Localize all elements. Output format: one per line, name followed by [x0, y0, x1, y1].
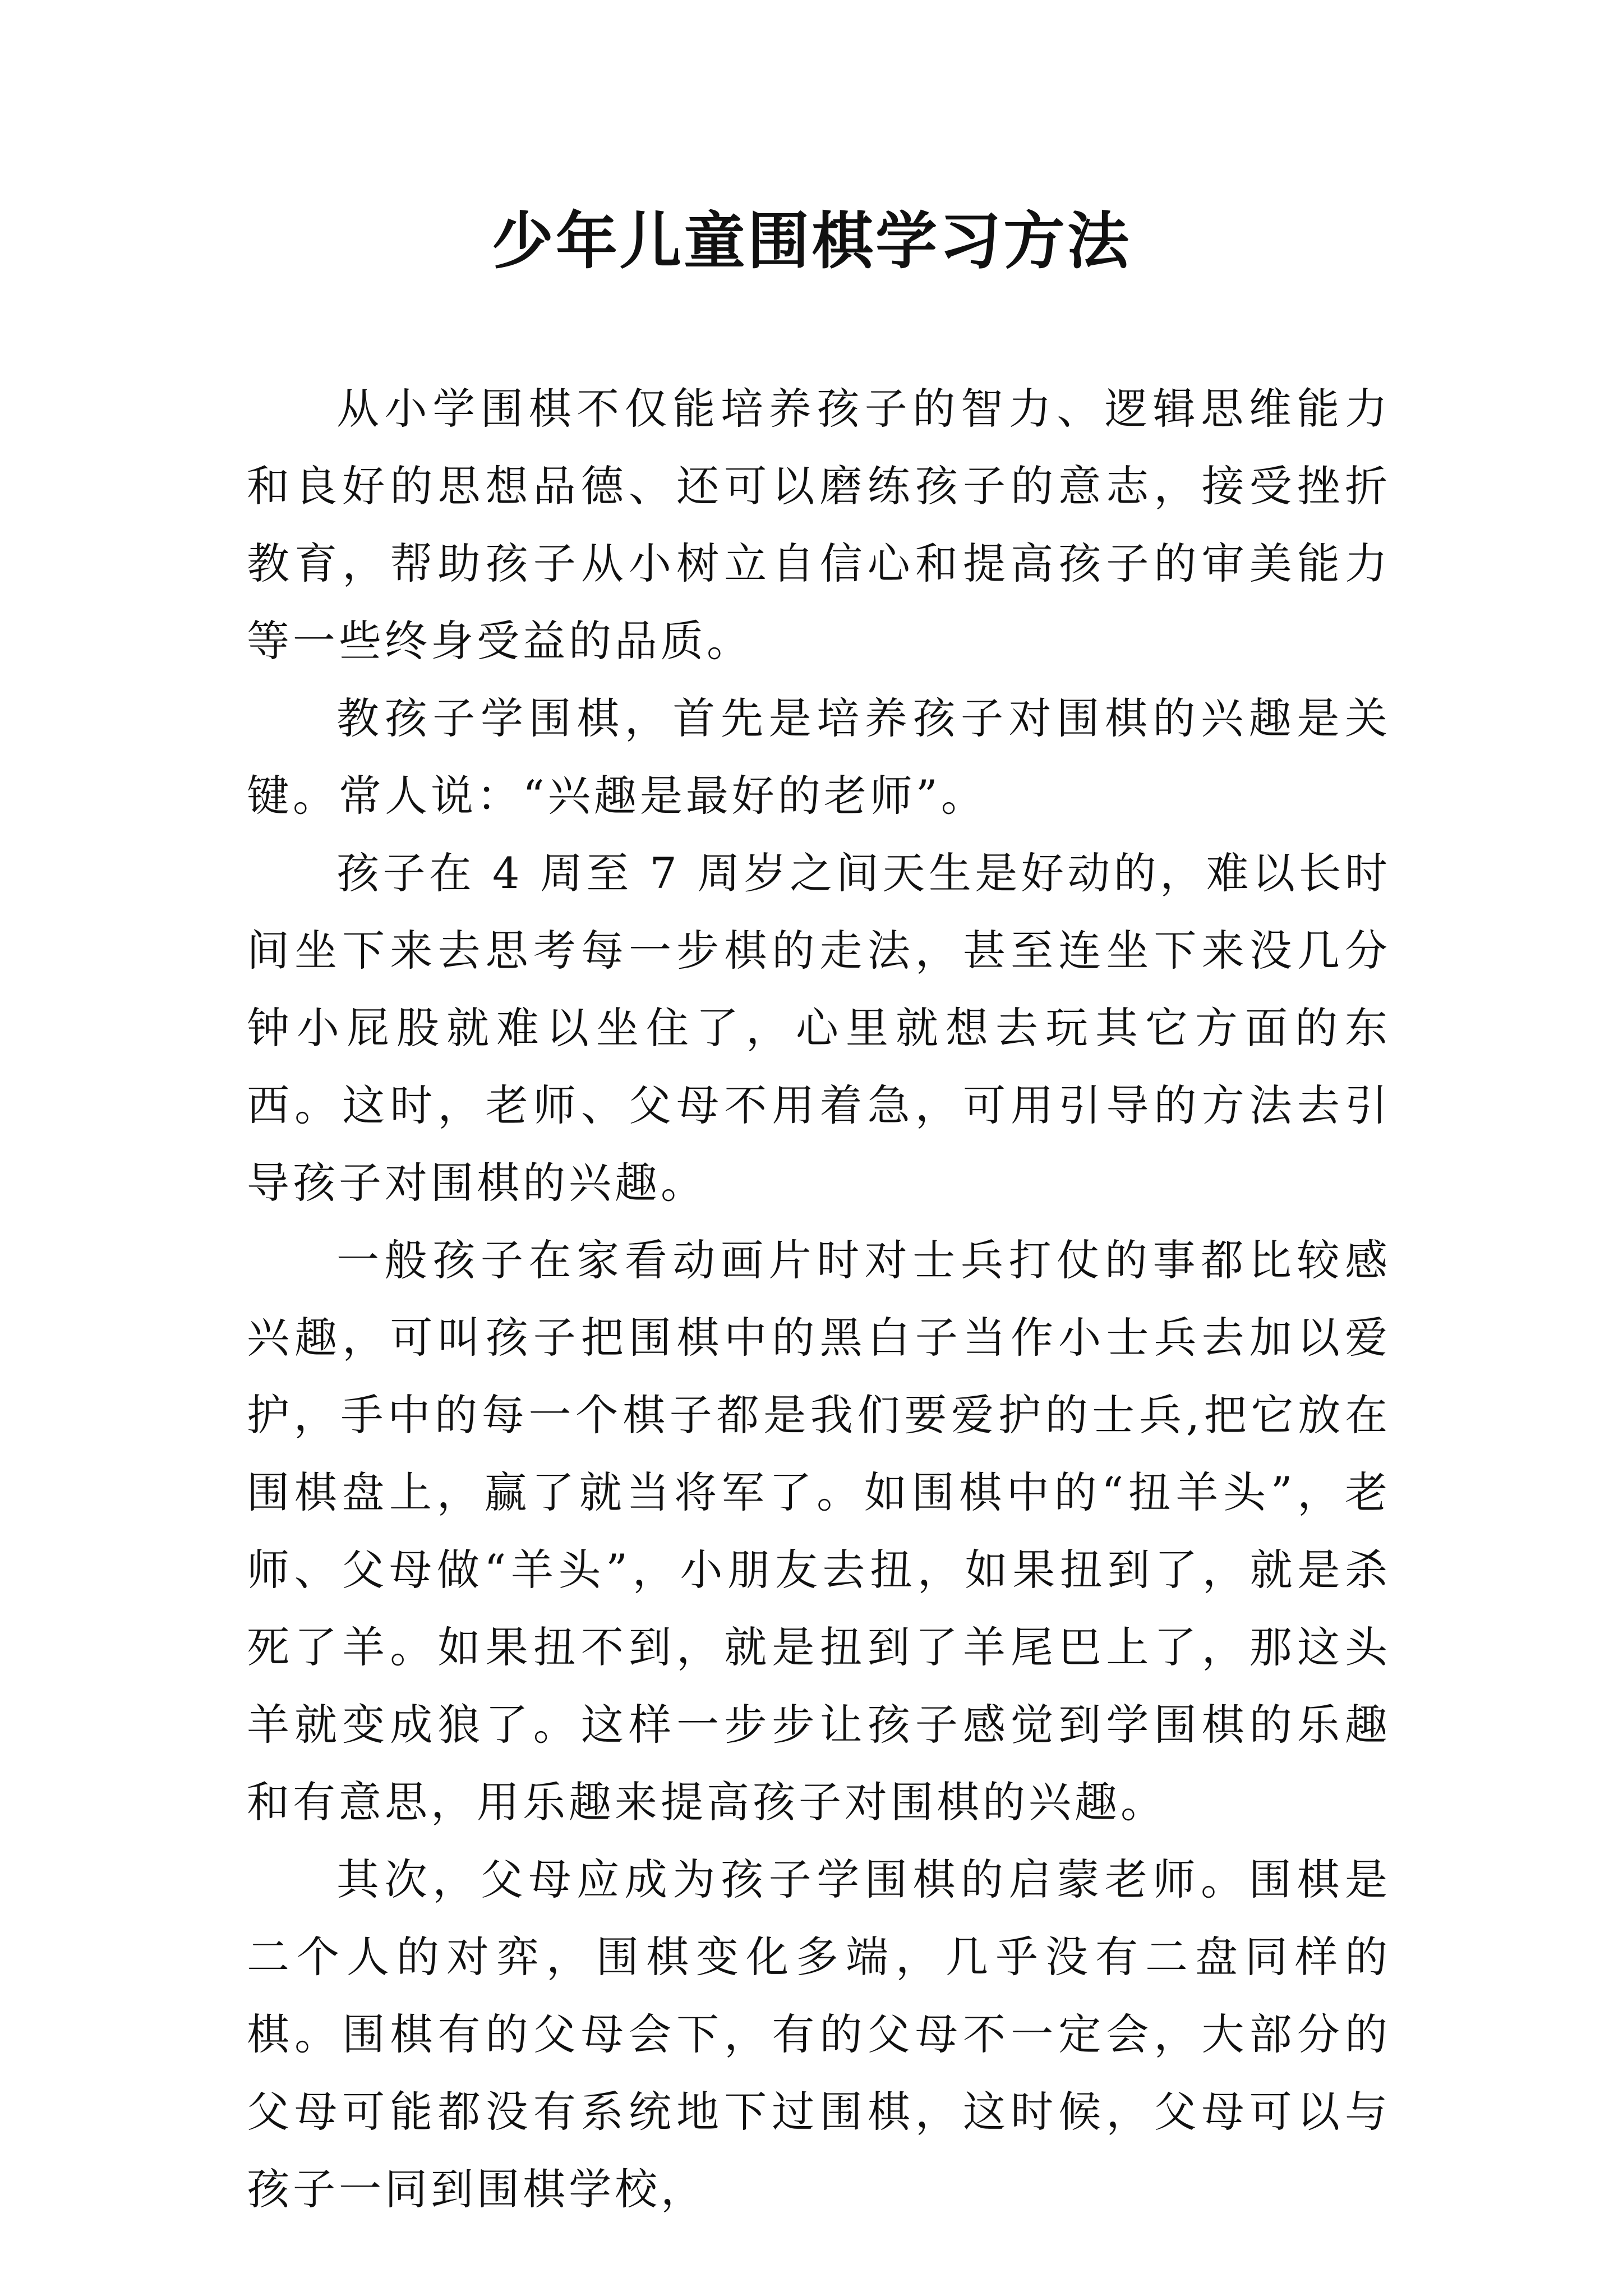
- paragraph: 从小学围棋不仅能培养孩子的智力、逻辑思维能力和良好的思想品德、还可以磨练孩子的意志，接受挫折教育，帮助孩子从小树立自信心和提高孩子的审美能力等一些终身受益的品质。: [247, 384, 1391, 666]
- document-body: [247, 370, 1391, 2228]
- document-title: 少年儿童围棋学习方法: [492, 205, 1131, 277]
- paragraph: 教孩子学围棋，首先是培养孩子对围棋的兴趣是关键。常人说：“兴趣是最好的老师”。: [247, 693, 1391, 821]
- paragraph: 一般孩子在家看动画片时对士兵打仗的事都比较感兴趣，可叫孩子把围棋中的黑白子当作小士兵去加以爱护，手中的每一个棋子都是我们要爱护的士兵,把它放在围棋盘上，赢了就当将军了。如围棋中的“扭羊头”，老师、父母做“羊头”，小朋友去扭，如果扭到了，就是杀死了羊。如果扭不到，就是扭到了羊尾巴上了，那这头羊就变成狼了。这样一步步让孩子感觉到学围棋的乐趣和有意思，用乐趣来提高孩子对围棋的兴趣。: [247, 1235, 1391, 1827]
- paragraph: 其次，父母应成为孩子学围棋的启蒙老师。围棋是二个人的对弈，围棋变化多端，几乎没有二盘同样的棋。围棋有的父母会下，有的父母不一定会，大部分的父母可能都没有系统地下过围棋，这时候，父母可以与孩子一同到围棋学校，: [247, 1855, 1391, 2214]
- paragraph: 孩子在 4 周至 7 周岁之间天生是好动的，难以长时间坐下来去思考每一步棋的走法，甚至连坐下来没几分钟小屁股就难以坐住了，心里就想去玩其它方面的东西。这时，老师、父母不用着急，可用引导的方法去引导孩子对围棋的兴趣。: [247, 848, 1391, 1208]
